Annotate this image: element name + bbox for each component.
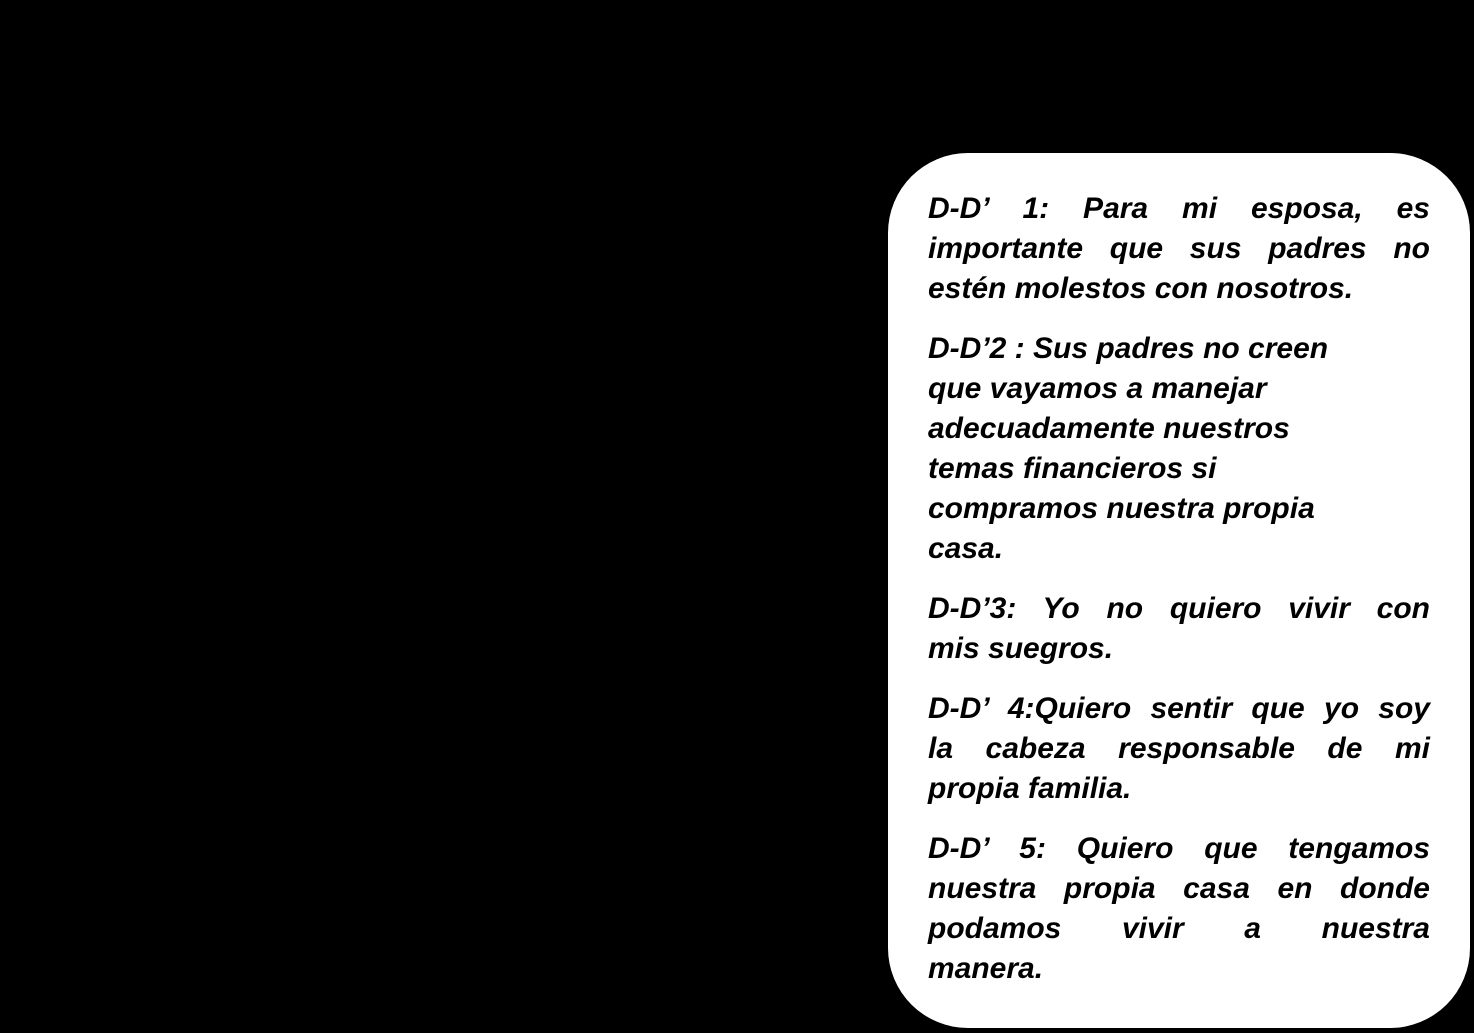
text-line: podamos vivir a nuestra	[928, 912, 1430, 945]
callout-paragraph	[928, 589, 1430, 669]
text-line: estén molestos con nosotros.	[928, 272, 1354, 305]
text-line: D-D’2 : Sus padres no creen	[928, 332, 1329, 365]
text-line: manera.	[928, 952, 1044, 985]
callout-text	[928, 189, 1430, 989]
callout-paragraph	[928, 689, 1430, 809]
callout-paragraph	[928, 189, 1430, 309]
callout-box	[888, 153, 1470, 1028]
text-line: nuestra propia casa en donde	[928, 872, 1430, 905]
callout-paragraph	[928, 829, 1430, 989]
text-line: D-D’3: Yo no quiero vivir con	[928, 592, 1430, 625]
callout-paragraph	[928, 329, 1430, 569]
text-line: que vayamos a manejar	[928, 372, 1267, 405]
text-line: D-D’ 1: Para mi esposa, es	[928, 192, 1430, 225]
text-line: temas financieros si	[928, 452, 1217, 485]
text-line: importante que sus padres no	[928, 232, 1430, 265]
text-line: propia familia.	[928, 772, 1132, 805]
text-line: D-D’ 5: Quiero que tengamos	[928, 832, 1430, 865]
text-line: adecuadamente nuestros	[928, 412, 1290, 445]
text-line: D-D’ 4:Quiero sentir que yo soy	[928, 692, 1430, 725]
text-line: compramos nuestra propia	[928, 492, 1315, 525]
text-line: mis suegros.	[928, 632, 1114, 665]
text-line: casa.	[928, 532, 1004, 565]
text-line: la cabeza responsable de mi	[928, 732, 1430, 765]
